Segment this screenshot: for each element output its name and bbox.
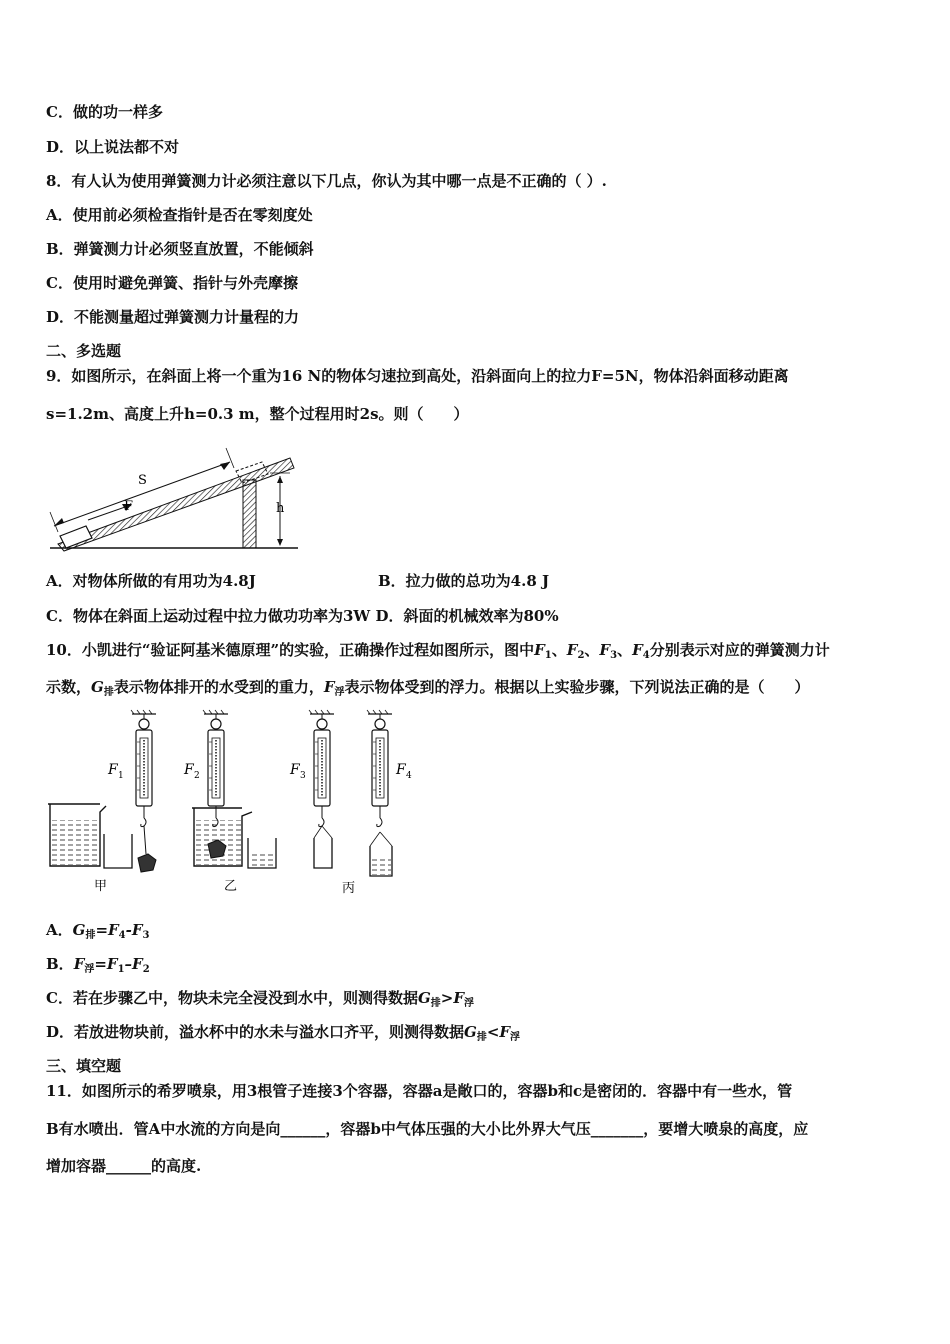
q10-stem-post: 分别表示对应的弹簧测力计 [649,641,830,659]
q10-fig-f4: F [396,762,406,778]
q7-option-d: D．以上说法都不对 [46,138,180,156]
q10-comma: 、 [584,641,600,659]
q8-option-d: D．不能测量超过弹簧测力计量程的力 [46,308,300,326]
q10-f1-sub: 1 [544,650,552,661]
q10-fig-f3: F [290,762,300,778]
q11-line2: B有水喷出．管A中水流的方向是向______，容器b中气体压强的大小比外界大气压_______，要增大喷泉的高度，应 [46,1120,809,1138]
q10-fig-label-bing: 丙 [342,881,356,896]
q8-option-c: C．使用时避免弹簧、指针与外壳摩擦 [46,274,298,292]
q7-option-c: C．做的功一样多 [46,103,163,121]
q10-a-g: G [72,921,86,939]
q10-b-eq: =F [94,955,118,973]
q10-experiment-figure [44,708,424,898]
q9-incline-figure [40,440,302,555]
q10-option-a [46,920,149,946]
q10-f2: F [566,641,578,659]
q10-fig-label-jia: 甲 [94,879,108,894]
q10-a-prefix: A． [46,921,73,939]
q9-option-a-text: A．对物体所做的有用功为4.8J [46,572,256,590]
q10-g-symbol: G [91,678,104,696]
q10-f4-sub: 4 [642,650,650,661]
q10-f2-sub: 2 [577,650,585,661]
q10-a-minus: -F [125,921,143,939]
q10-b-f: F [73,955,85,973]
q10-d-f-sub: 浮 [510,1032,521,1043]
q10-option-b [46,954,150,980]
q10-ffu-sub: 浮 [334,687,345,698]
q10-a-g-sub: 排 [85,930,96,941]
q10-stem2-p2: 表示物体排开的水受到的重力， [113,678,324,696]
q10-a-sub2: 3 [142,930,150,941]
q10-ffu-symbol: F [323,678,335,696]
q9-option-c-d: C．物体在斜面上运动过程中拉力做功功率为3W D．斜面的机械效率为80% [46,607,559,625]
q8-option-a: A．使用前必须检查指针是否在零刻度处 [46,206,313,224]
q10-g-sub: 排 [103,687,114,698]
q10-stem-line2 [46,677,810,703]
q10-fig-label-yi: 乙 [224,879,238,894]
q10-c-text: C．若在步骤乙中，物块未完全浸没到水中，则测得数据 [46,989,418,1007]
q10-b-sub2: 2 [142,964,150,975]
q10-b-prefix: B． [46,955,74,973]
q10-fig-f3-sub: 3 [300,771,306,781]
q10-stem2-p3: 表示物体受到的浮力。根据以上实验步骤，下列说法正确的是（ ） [344,678,810,696]
q8-stem: 8．有人认为使用弹簧测力计必须注意以下几点，你认为其中哪一点是不正确的（ ）. [46,172,607,190]
q11-line1: 11．如图所示的希罗喷泉，用3根管子连接3个容器，容器a是敞口的，容器b和c是密闭的．容器中有一些水，管 [46,1082,793,1100]
q10-fig-f4-sub: 4 [406,771,412,781]
q10-option-c [46,988,474,1014]
q9-option-b: B．拉力做的总功为4.8 J [378,572,550,590]
q10-c-f-sub: 浮 [463,998,474,1009]
q10-c-g: G [417,989,431,1007]
q9-stem-line1: 9．如图所示，在斜面上将一个重为16 N的物体匀速拉到高处，沿斜面向上的拉力F=5N，物体沿斜面移动距离 [46,367,789,385]
q9-fig-label-h: h [276,501,285,516]
q10-comma: 、 [617,641,633,659]
q10-fig-f1: F [108,762,118,778]
q10-d-rel: <F [486,1023,511,1041]
q11-line3: 增加容器______的高度. [46,1157,202,1175]
q10-a-sub1: 4 [118,930,126,941]
q10-fig-f2: F [184,762,194,778]
q10-option-d [46,1022,520,1048]
q9-stem-line2: s=1.2m、高度上升h=0.3 m，整个过程用时2s。则（ ） [46,405,469,423]
q10-b-sub1: 1 [117,964,125,975]
q10-f4: F [632,641,643,659]
q10-c-rel: >F [440,989,464,1007]
q10-d-g: G [464,1023,477,1041]
q10-f3: F [599,641,611,659]
q10-stem-line1 [46,640,830,666]
q10-comma: 、 [551,641,567,659]
q9-option-a [46,571,256,591]
q10-stem2-p1: 示数， [46,678,92,696]
q10-f1: F [534,641,545,659]
q10-fig-f1-sub: 1 [118,771,124,781]
q9-fig-label-s: S [138,473,147,488]
q10-d-text: D．若放进物块前，溢水杯中的水未与溢水口齐平，则测得数据 [46,1023,465,1041]
q10-f3-sub: 3 [610,650,618,661]
section-multi-choice-heading: 二、多选题 [46,342,122,360]
section-fill-blank-heading: 三、填空题 [46,1057,122,1075]
q10-d-g-sub: 排 [476,1032,487,1043]
q10-fig-f2-sub: 2 [194,771,200,781]
q8-option-b: B．弹簧测力计必须竖直放置，不能倾斜 [46,240,314,258]
q10-b-minus: –F [124,955,143,973]
q10-c-g-sub: 排 [430,998,441,1009]
q10-b-f-sub: 浮 [84,964,95,975]
q10-stem-pre: 10．小凯进行“验证阿基米德原理”的实验，正确操作过程如图所示，图中 [46,641,535,659]
q10-a-eq: =F [95,921,119,939]
q9-fig-label-f: F [124,499,134,514]
